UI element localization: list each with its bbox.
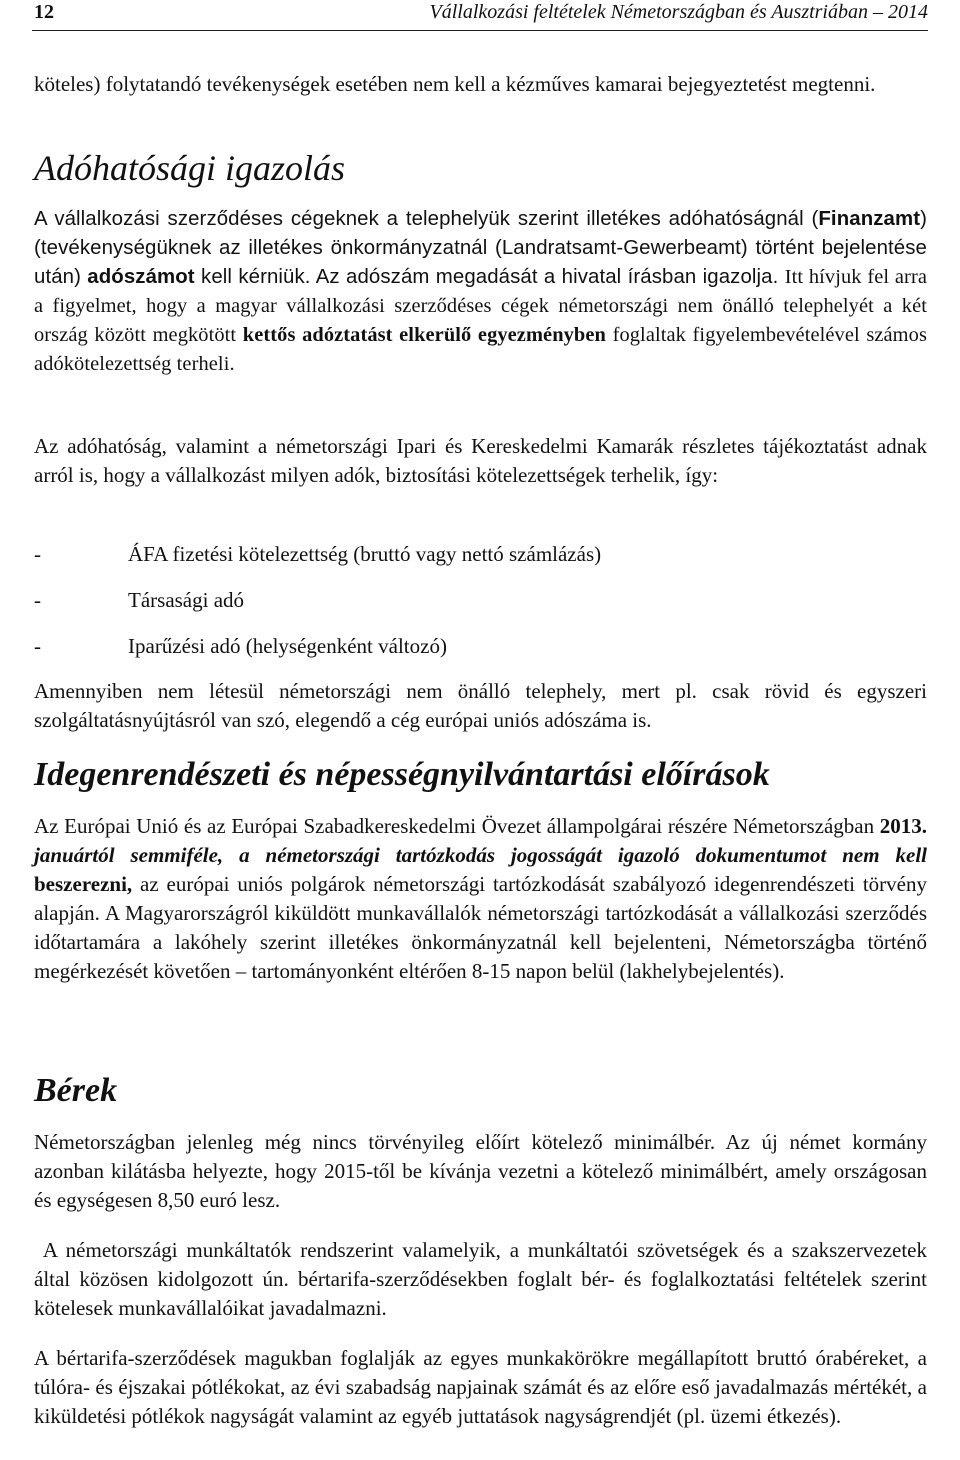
- list-item: [34, 586, 244, 614]
- text-run: kell kérniük. Az adószám megadását a hivatal írásban igazolja.: [194, 266, 785, 288]
- immigration-paragraph: [34, 812, 927, 986]
- page-header: [32, 0, 928, 31]
- tax-paragraph-1: [34, 205, 927, 379]
- bold-term-tax-number: adószámot: [87, 266, 195, 288]
- bold-term-double-tax-treaty: kettős adóztatást elkerülő egyezményben: [242, 324, 606, 346]
- intro-text: köteles) folytatandó tevékenységek esetében nem kell a kézműves kamarai bejegyeztetést megtenni.: [34, 72, 876, 96]
- list-item-text: Társasági adó: [128, 588, 245, 612]
- intro-paragraph: [34, 70, 927, 99]
- section-heading-tax-certificate: Adóhatósági igazolás: [34, 148, 346, 188]
- tax-paragraph-3: [34, 677, 927, 735]
- list-dash: -: [34, 588, 41, 612]
- bold-year: 2013.: [879, 814, 927, 838]
- tax-paragraph-2: [34, 432, 927, 490]
- list-item: [34, 632, 447, 660]
- wages-paragraph-1: [34, 1128, 927, 1215]
- wages-paragraph-2: [34, 1236, 933, 1323]
- paragraph-text: Amennyiben nem létesül németországi nem önálló telephely, mert pl. csak rövid és egyszeri szolgáltatásnyújtásról van szó, elegendő a cég európai uniós adószáma is.: [34, 679, 927, 732]
- paragraph-text: A németországi munkáltatók rendszerint valamelyik, a munkáltatói szövetségek és a szakszervezetek által közösen kidolgozott ún. bértarifa-szerződésekben foglalt bér- és foglalkoztatási feltételek szerint kötelesek munkavállalóikat javadalmazni.: [34, 1238, 933, 1320]
- text-run: A vállalkozási szerződéses cégeknek a telephelyük szerint illetékes adóhatóságnál (: [34, 208, 819, 230]
- list-item-text: ÁFA fizetési kötelezettség (bruttó vagy nettó számlázás): [128, 542, 602, 566]
- page-number: 12: [34, 1, 54, 23]
- paragraph-text: A bértarifa-szerződések magukban foglalják az egyes munkakörökre megállapított bruttó órabéreket, a túlóra- és éjszakai pótlékokat, az évi szabadság napjainak számát és az előre eső javadalmazás mértékét, a kiküldetési pótlékok nagyságát valamint az egyéb juttatások nagyságrendjét (pl. üzemi étkezés).: [34, 1346, 927, 1428]
- list-dash: -: [34, 634, 41, 658]
- list-item: [34, 540, 601, 568]
- text-run: Itt hívjuk fel arra a figyelmet, hogy a magyar vállalkozási szerződéses cégek németországi nem önálló telephelyét a két ország között megkötött: [34, 266, 927, 346]
- running-title: Vállalkozási feltételek Németországban és Ausztriában – 2014: [429, 1, 928, 23]
- text-run: ) (tevékenységüknek az illetékes önkormányzatnál (Landratsamt-Gewerbeamt) történt bejelentése után): [34, 208, 927, 288]
- text-run: foglaltak figyelembevételével számos adókötelezettség terheli.: [34, 324, 927, 375]
- section-heading-wages: Bérek: [34, 1072, 118, 1109]
- paragraph-text: Az adóhatóság, valamint a németországi Ipari és Kereskedelmi Kamarák részletes tájékoztatást adnak arról is, hogy a vállalkozást milyen adók, biztosítási kötelezettségek terhelik, így:: [34, 434, 927, 487]
- section-heading-immigration: Idegenrendészeti és népességnyilvántartási előírások: [34, 756, 770, 793]
- bold-term-obtain: beszerezni,: [34, 872, 133, 896]
- text-run: Az Európai Unió és az Európai Szabadkereskedelmi Övezet állampolgárai részére Németországban: [34, 814, 880, 838]
- bold-term-finanzamt: Finanzamt: [818, 208, 921, 230]
- paragraph-text: Németországban jelenleg még nincs törvényileg előírt kötelező minimálbér. Az új német kormány azonban kilátásba helyezte, hogy 2015-től be kívánja vezetni a kötelező minimálbért, amely országosan és egységesen 8,50 euró lesz.: [34, 1130, 927, 1212]
- list-dash: -: [34, 542, 41, 566]
- list-item-text: Iparűzési adó (helységenként változó): [128, 634, 447, 658]
- bold-italic-emphasis: januártól semmiféle, a németországi tartózkodás jogosságát igazoló dokumentumot nem kell: [34, 843, 927, 867]
- text-run: az európai uniós polgárok németországi tartózkodását szabályozó idegenrendészeti törvény alapján. A Magyarországról kiküldött munkavállalók németországi tartózkodását a vállalkozási szerződés időtartamára a lakóhely szerint illetékes önkormányzatnál kell bejelenteni, Németországba történő megérkezését követően – tartományonként eltérően 8-15 napon belül (lakhelybejelentés).: [34, 872, 927, 983]
- wages-paragraph-3: [34, 1344, 927, 1431]
